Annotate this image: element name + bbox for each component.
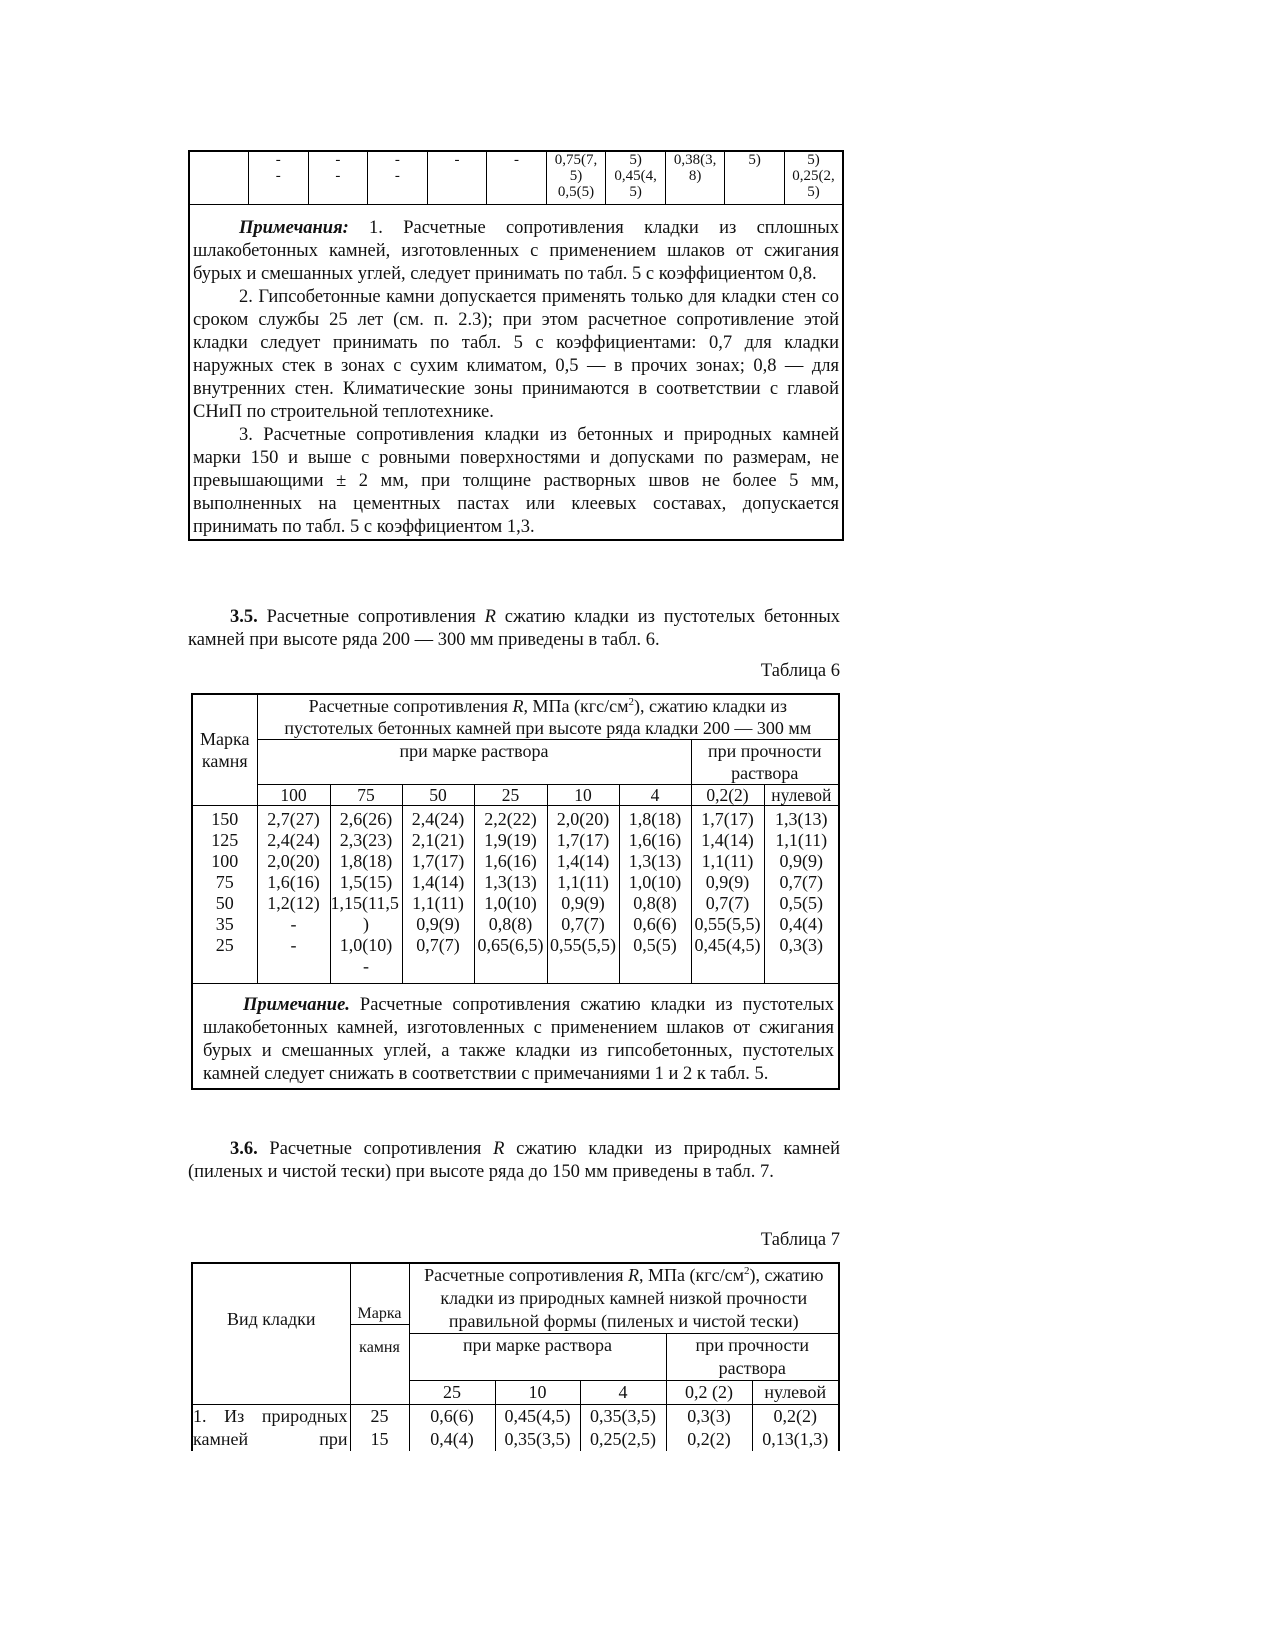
table-value: 1,9(19) [484, 830, 537, 850]
value-column [495, 1405, 580, 1452]
table-row [193, 1405, 838, 1452]
table-value: 1,2(12) [267, 893, 320, 913]
table-value: 2,7(27) [267, 809, 320, 829]
table-value: 2,0(20) [267, 851, 320, 871]
table-cell [190, 152, 249, 204]
mark-value: 25 [370, 1406, 389, 1426]
table-cell: 0,75(7, 5) 0,5(5) [546, 152, 606, 204]
table-value: 0,4(4) [779, 914, 824, 934]
mark-value: 75 [215, 872, 234, 892]
table-6 [191, 693, 840, 1090]
table-value: - [363, 956, 369, 976]
table-value: 2,0(20) [556, 809, 610, 829]
note-1 [193, 217, 839, 286]
mark-value: 35 [215, 914, 234, 934]
column-header: нулевой [752, 1381, 838, 1405]
table-7 [191, 1262, 840, 1451]
table-cell: - - [308, 152, 368, 204]
table-value: 1,4(14) [411, 872, 465, 892]
table-value: 2,6(26) [339, 809, 393, 829]
table-value: 1,6(16) [628, 830, 682, 850]
kind-text: камней при [193, 1429, 348, 1449]
table-value: 0,6(6) [430, 1406, 474, 1426]
mark-value: 50 [215, 893, 234, 913]
superscript: 2 [628, 696, 635, 708]
table-value: 1,3(13) [775, 809, 828, 829]
column-header: 25 [409, 1381, 495, 1405]
value-column [257, 806, 330, 984]
table-7-grid [193, 1264, 838, 1451]
strength-header: при прочности раствора [691, 740, 838, 785]
symbol-r: R [493, 1139, 505, 1159]
table-value: 1,8(18) [628, 809, 682, 829]
table-value: 0,7(7) [561, 914, 605, 934]
table-value: 0,7(7) [779, 872, 824, 892]
table-value: 0,8(8) [633, 893, 677, 913]
column-header: 50 [402, 785, 474, 806]
value-column [474, 806, 547, 984]
mark-value: 100 [211, 851, 239, 871]
kind-cell [193, 1405, 350, 1452]
value-column [764, 806, 838, 984]
table-value: 0,9(9) [416, 914, 460, 934]
table-value: 1,4(14) [556, 851, 610, 871]
table-value: 0,8(8) [488, 914, 533, 934]
table-value: 1,7(17) [701, 809, 754, 829]
clause-3-6 [188, 1138, 840, 1184]
table-value: 2,4(24) [411, 809, 465, 829]
notes-label: Примечания: [239, 218, 349, 238]
clause-text: Расчетные сопротивления [257, 1139, 494, 1159]
table-value: 1,1(11) [557, 872, 609, 892]
table-value: 0,2(2) [687, 1429, 731, 1449]
mark-cell [350, 1405, 409, 1452]
table-value: 1,4(14) [701, 830, 754, 850]
clause-text: сжатию кладки из пустотелых бетонных камней при высоте ряда 200 — 300 мм приведены в табл. 6. [188, 607, 840, 650]
table-value: 1,15(11,5 [330, 893, 399, 913]
table-value: 0,13(1,3) [762, 1429, 829, 1449]
symbol-r: R [628, 1265, 640, 1285]
table-value: ) [363, 914, 369, 934]
value-column [580, 1405, 666, 1452]
value-column [666, 1405, 752, 1452]
table-value: 1,1(11) [775, 830, 828, 850]
table-value: 1,7(17) [556, 830, 610, 850]
kind-header: Вид кладки [193, 1264, 350, 1405]
table-cell: 5) 0,25(2, 5) [792, 152, 835, 200]
table-value: 0,9(9) [561, 893, 605, 913]
table-6-caption: Таблица 6 [760, 661, 840, 681]
table-value: 0,55(5,5) [550, 935, 616, 955]
column-header: 10 [495, 1381, 580, 1405]
note-3: 3. Расчетные сопротивления кладки из бетонных и природных камней марки 150 и выше с ровными поверхностями и допусками по размерам, не превышающими ± 2 мм, при толщине растворных швов не более 5 мм, выполненных на цементных пастах или клеевых составах, допускается принимать по табл. 5 с коэффициентом 1,3. [193, 425, 839, 537]
column-header: 4 [619, 785, 691, 806]
table-5-notes [190, 204, 842, 539]
table-value: 0,65(6,5) [477, 935, 544, 955]
main-header-text: , МПа (кгс/см [639, 1265, 745, 1285]
mark-value: 150 [211, 809, 239, 829]
note-label: Примечание. [243, 995, 350, 1015]
table-value: - [290, 914, 297, 934]
mark-header-line2: камня [351, 1324, 409, 1371]
table-cell: 0,38(3, 8) [665, 152, 725, 204]
table-value: 0,45(4,5) [504, 1406, 571, 1426]
superscript: 2 [744, 1265, 750, 1277]
value-column [330, 806, 402, 984]
table-value: 0,45(4,5) [694, 935, 761, 955]
clause-text: Расчетные сопротивления [257, 607, 485, 627]
column-header: 100 [257, 785, 330, 806]
note-text: Расчетные сопротивления сжатию кладки из пустотелых шлакобетонных камней, изготовленных с применением шлаков от сжигания бурых и смешанных углей, а также кладки из гипсобетонных, пустотелых камней следует снижать в соответствии с примечаниями 1 и 2 к табл. 5. [203, 995, 834, 1084]
mark-header [350, 1264, 409, 1405]
table-value: 0,5(5) [633, 935, 677, 955]
note-2: 2. Гипсобетонные камни допускается применять только для кладки стен со сроком службы 25 лет (см. п. 2.3); при этом расчетное сопротивление этой кладки следует принимать по табл. 5 с коэффициентами: 0,7 для кладки наружных стек в зонах с сухим климатом, 0,5 — в прочих зонах; 0,8 — для внутренних стен. Климатические зоны принимаются в соответствии с главой СНиП по строительной теплотехнике. [193, 287, 839, 422]
mark-header: Марка камня [193, 695, 257, 806]
table-value: 0,4(4) [430, 1429, 474, 1449]
table-value: 2,4(24) [267, 830, 320, 850]
table-value: 1,6(16) [484, 851, 537, 871]
clause-number: 3.5. [230, 607, 258, 627]
table-6-note [193, 983, 838, 1088]
table-value: 1,6(16) [267, 872, 320, 892]
table-value: 2,3(23) [339, 830, 393, 850]
table-value: 0,7(7) [705, 893, 750, 913]
marks-column [193, 806, 257, 984]
table-value: 0,25(2,5) [590, 1429, 656, 1449]
note-1-text: 1. Расчетные сопротивления кладки из сплошных шлакобетонных камней, изготовленных с применением шлаков от сжигания бурых и смешанных углей, следует принимать по табл. 5 с коэффициентом 0,8. [193, 218, 839, 284]
symbol-r: R [484, 607, 496, 627]
table-cell: - [487, 152, 547, 204]
table-value: - [290, 935, 297, 955]
table-value: 0,6(6) [633, 914, 677, 934]
strength-header: при прочности раствора [666, 1334, 838, 1381]
mark-value: 125 [211, 830, 239, 850]
kind-text: 1. Из природных [193, 1406, 348, 1426]
table-value: 0,35(3,5) [590, 1406, 656, 1426]
mark-header-line1: Марка [357, 1305, 402, 1322]
table-value: 1,3(13) [628, 851, 682, 871]
table-value: 0,2(2) [773, 1406, 818, 1426]
column-header: 4 [580, 1381, 666, 1405]
table-value: 1,3(13) [484, 872, 537, 892]
main-header [257, 695, 838, 740]
clause-3-5 [188, 606, 840, 652]
table-value: 0,55(5,5) [694, 914, 761, 934]
value-column [691, 806, 764, 984]
table-6-grid [193, 695, 838, 983]
value-column [547, 806, 619, 984]
table-value: 1,7(17) [411, 851, 465, 871]
column-header: 0,2(2) [691, 785, 764, 806]
table-cell: - - [249, 152, 309, 204]
clause-number: 3.6. [230, 1139, 258, 1159]
table-value: 0,9(9) [705, 872, 750, 892]
clause-text: сжатию кладки из природных камней (пиленых и чистой тески) при высоте ряда до 150 мм приведены в табл. 7. [188, 1139, 840, 1182]
value-column [752, 1405, 838, 1452]
table-value: 1,0(10) [484, 893, 537, 913]
table-value: 1,5(15) [339, 872, 393, 892]
table-cell: - [427, 152, 487, 204]
mark-value: 25 [215, 935, 234, 955]
symbol-r: R [512, 696, 524, 716]
table-value: 0,7(7) [416, 935, 460, 955]
column-header: 10 [547, 785, 619, 806]
value-column [619, 806, 691, 984]
main-header-text: ), сжатию кладки из пустотелых бетонных камней при высоте ряда кладки 200 — 300 мм [284, 696, 812, 738]
column-header: 25 [474, 785, 547, 806]
value-column [402, 806, 474, 984]
mark-value: 15 [370, 1429, 389, 1449]
table-value: 1,1(11) [701, 851, 754, 871]
table-value: 0,35(3,5) [504, 1429, 571, 1449]
mortar-header: при марке раствора [409, 1334, 666, 1381]
main-header-text: Расчетные сопротивления [424, 1265, 629, 1285]
table-value: 0,5(5) [779, 893, 824, 913]
main-header-text: Расчетные сопротивления [308, 696, 513, 716]
value-column [409, 1405, 495, 1452]
table-value: 1,0(10) [339, 935, 393, 955]
table-cell: 5) 0,45(4, 5) [606, 152, 666, 204]
table-5-tail-row [190, 152, 842, 204]
table-value: 0,9(9) [779, 851, 824, 871]
table-value: 1,0(10) [628, 872, 682, 892]
table-cell: - - [368, 152, 428, 204]
main-header-text: , МПа (кгс/см [523, 696, 629, 716]
mortar-header: при марке раствора [257, 740, 691, 785]
table-value: 2,1(21) [411, 830, 465, 850]
table-value: 1,1(11) [412, 893, 464, 913]
column-header: 75 [330, 785, 402, 806]
column-header: нулевой [764, 785, 838, 806]
table-value: 2,2(22) [484, 809, 537, 829]
table-value: 0,3(3) [687, 1406, 731, 1426]
table-5-continuation [188, 150, 844, 541]
main-header [409, 1264, 838, 1334]
table-value: 0,3(3) [779, 935, 824, 955]
main-header-text: ), сжатию кладки из природных камней низкой прочности правильной формы (пиленых и чистой тески) [440, 1265, 824, 1331]
column-header: 0,2 (2) [666, 1381, 752, 1405]
table-7-caption: Таблица 7 [760, 1230, 840, 1250]
table-cell: 5) [725, 152, 785, 204]
table-value: 1,8(18) [339, 851, 393, 871]
